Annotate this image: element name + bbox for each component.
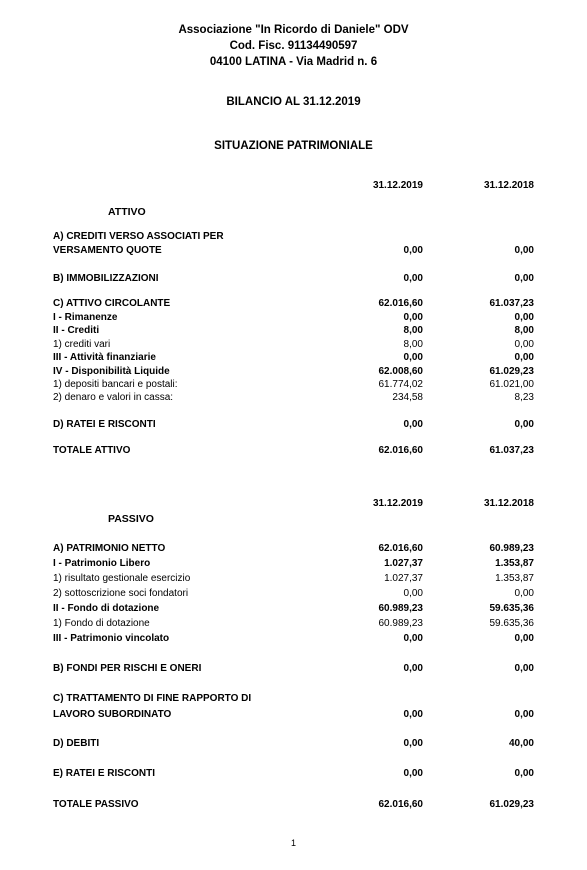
attivo-title: ATTIVO bbox=[108, 206, 146, 218]
row-label: VERSAMENTO QUOTE bbox=[53, 245, 162, 256]
row-label: I - Patrimonio Libero bbox=[53, 558, 151, 569]
row-label: 1) depositi bancari e postali: bbox=[53, 379, 178, 390]
table-row bbox=[0, 325, 587, 339]
attivo-col-2019: 31.12.2019 bbox=[372, 180, 423, 191]
row-label: TOTALE ATTIVO bbox=[53, 445, 131, 456]
value-2018: 0,00 bbox=[514, 709, 534, 720]
row-label: 1) Fondo di dotazione bbox=[53, 618, 150, 629]
value-2019: 62.016,60 bbox=[378, 445, 423, 456]
value-2019: 8,00 bbox=[403, 339, 423, 350]
value-2019: 62.016,60 bbox=[378, 799, 423, 810]
value-2018: 0,00 bbox=[514, 339, 534, 350]
row-label: C) TRATTAMENTO DI FINE RAPPORTO DI bbox=[53, 693, 252, 704]
value-2019: 60.989,23 bbox=[378, 603, 423, 614]
passivo-col-2019: 31.12.2019 bbox=[372, 498, 423, 509]
row-label: 1) risultato gestionale esercizio bbox=[53, 573, 191, 584]
table-row bbox=[0, 633, 587, 647]
value-2018: 61.029,23 bbox=[489, 799, 534, 810]
table-row bbox=[0, 618, 587, 632]
value-2019: 0,00 bbox=[403, 352, 423, 363]
value-2019: 0,00 bbox=[403, 709, 423, 720]
row-label: I - Rimanenze bbox=[53, 312, 118, 323]
value-2019: 1.027,37 bbox=[384, 558, 423, 569]
table-row bbox=[0, 543, 587, 557]
row-label: D) RATEI E RISCONTI bbox=[53, 419, 156, 430]
table-row bbox=[0, 352, 587, 366]
row-label: TOTALE PASSIVO bbox=[53, 799, 139, 810]
row-label: II - Crediti bbox=[53, 325, 100, 336]
value-2018: 1.353,87 bbox=[495, 573, 534, 584]
value-2019: 0,00 bbox=[403, 273, 423, 284]
table-row bbox=[0, 603, 587, 617]
table-row bbox=[0, 392, 587, 406]
row-label: 2) denaro e valori in cassa: bbox=[53, 392, 174, 403]
document-subtitle: SITUAZIONE PATRIMONIALE bbox=[214, 140, 373, 152]
table-row bbox=[0, 273, 587, 287]
row-label: IV - Disponibilità Liquide bbox=[53, 366, 170, 377]
table-row bbox=[0, 558, 587, 572]
value-2019: 0,00 bbox=[403, 245, 423, 256]
row-label: A) PATRIMONIO NETTO bbox=[53, 543, 166, 554]
value-2018: 0,00 bbox=[514, 633, 534, 644]
table-row bbox=[0, 419, 587, 433]
document-title: BILANCIO AL 31.12.2019 bbox=[226, 96, 361, 108]
value-2018: 61.037,23 bbox=[489, 445, 534, 456]
row-label: C) ATTIVO CIRCOLANTE bbox=[53, 298, 171, 309]
value-2019: 234,58 bbox=[392, 392, 423, 403]
table-row bbox=[0, 573, 587, 587]
value-2018: 61.029,23 bbox=[489, 366, 534, 377]
value-2019: 0,00 bbox=[403, 312, 423, 323]
row-label: E) RATEI E RISCONTI bbox=[53, 768, 156, 779]
value-2018: 0,00 bbox=[514, 312, 534, 323]
page-number: 1 bbox=[290, 838, 296, 848]
value-2018: 60.989,23 bbox=[489, 543, 534, 554]
table-row bbox=[0, 312, 587, 326]
table-row bbox=[0, 799, 587, 813]
value-2019: 0,00 bbox=[403, 588, 423, 599]
value-2019: 0,00 bbox=[403, 768, 423, 779]
attivo-col-2018: 31.12.2018 bbox=[483, 180, 534, 191]
value-2018: 40,00 bbox=[508, 738, 534, 749]
value-2018: 0,00 bbox=[514, 768, 534, 779]
value-2019: 62.016,60 bbox=[378, 298, 423, 309]
row-label: D) DEBITI bbox=[53, 738, 100, 749]
row-label: LAVORO SUBORDINATO bbox=[53, 709, 172, 720]
passivo-col-2018: 31.12.2018 bbox=[483, 498, 534, 509]
table-row bbox=[0, 738, 587, 752]
value-2018: 59.635,36 bbox=[489, 603, 534, 614]
value-2018: 0,00 bbox=[514, 352, 534, 363]
value-2018: 1.353,87 bbox=[495, 558, 534, 569]
row-label: A) CREDITI VERSO ASSOCIATI PER bbox=[53, 231, 224, 242]
value-2018: 59.635,36 bbox=[489, 618, 534, 629]
value-2018: 0,00 bbox=[514, 419, 534, 430]
value-2019: 0,00 bbox=[403, 633, 423, 644]
row-label: 2) sottoscrizione soci fondatori bbox=[53, 588, 189, 599]
value-2018: 8,23 bbox=[514, 392, 534, 403]
value-2018: 61.037,23 bbox=[489, 298, 534, 309]
address: 04100 LATINA - Via Madrid n. 6 bbox=[209, 56, 378, 68]
value-2019: 0,00 bbox=[403, 663, 423, 674]
table-row bbox=[0, 709, 587, 723]
value-2018: 0,00 bbox=[514, 663, 534, 674]
row-label: II - Fondo di dotazione bbox=[53, 603, 160, 614]
value-2019: 0,00 bbox=[403, 419, 423, 430]
table-row bbox=[0, 231, 587, 245]
value-2019: 8,00 bbox=[403, 325, 423, 336]
table-row bbox=[0, 588, 587, 602]
value-2018: 0,00 bbox=[514, 273, 534, 284]
value-2019: 60.989,23 bbox=[378, 618, 423, 629]
table-row bbox=[0, 366, 587, 380]
table-row bbox=[0, 245, 587, 259]
table-row bbox=[0, 693, 587, 707]
table-row bbox=[0, 379, 587, 393]
value-2019: 62.016,60 bbox=[378, 543, 423, 554]
association-name: Associazione "In Ricordo di Daniele" ODV bbox=[178, 24, 409, 36]
value-2019: 1.027,37 bbox=[384, 573, 423, 584]
table-row bbox=[0, 663, 587, 677]
table-row bbox=[0, 445, 587, 459]
value-2018: 0,00 bbox=[514, 588, 534, 599]
value-2018: 0,00 bbox=[514, 245, 534, 256]
table-row bbox=[0, 339, 587, 353]
table-row bbox=[0, 298, 587, 312]
passivo-title: PASSIVO bbox=[108, 513, 154, 525]
row-label: III - Attività finanziarie bbox=[53, 352, 156, 363]
value-2018: 8,00 bbox=[514, 325, 534, 336]
row-label: III - Patrimonio vincolato bbox=[53, 633, 170, 644]
fiscal-code: Cod. Fisc. 91134490597 bbox=[229, 40, 358, 52]
table-row bbox=[0, 768, 587, 782]
value-2018: 61.021,00 bbox=[489, 379, 534, 390]
row-label: 1) crediti vari bbox=[53, 339, 111, 350]
value-2019: 62.008,60 bbox=[378, 366, 423, 377]
row-label: B) IMMOBILIZZAZIONI bbox=[53, 273, 159, 284]
row-label: B) FONDI PER RISCHI E ONERI bbox=[53, 663, 202, 674]
value-2019: 0,00 bbox=[403, 738, 423, 749]
value-2019: 61.774,02 bbox=[378, 379, 423, 390]
